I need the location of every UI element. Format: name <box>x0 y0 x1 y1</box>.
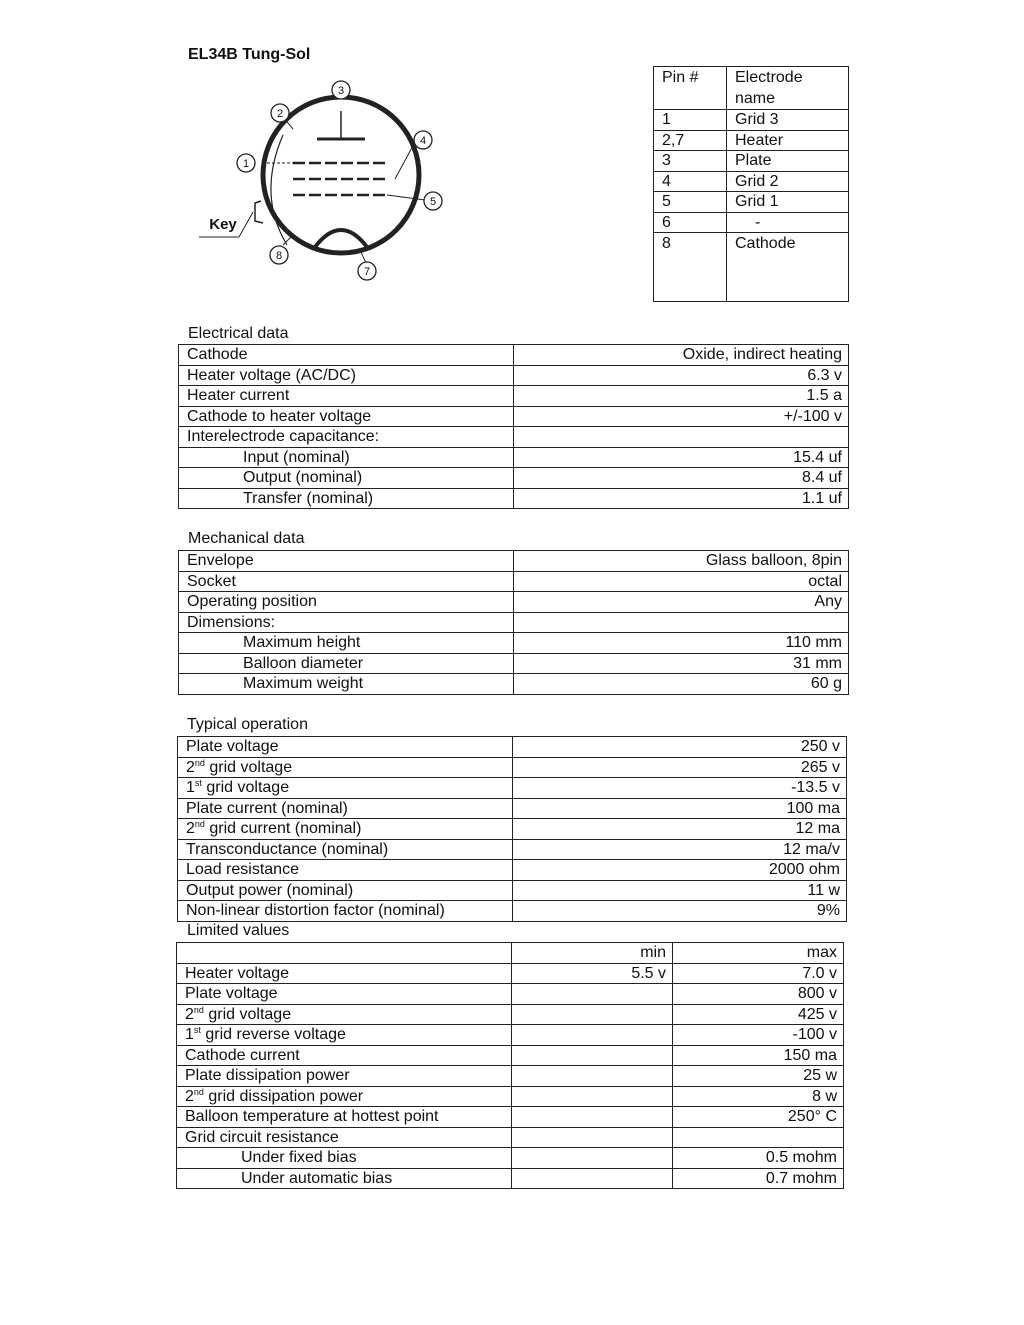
value-cell: -13.5 v <box>513 778 847 799</box>
value-cell: 31 mm <box>514 653 849 674</box>
table-row <box>179 633 849 654</box>
param-cell: 2nd grid current (nominal) <box>178 819 513 840</box>
param-cell: Input (nominal) <box>179 447 514 468</box>
max-cell: 7.0 v <box>673 963 844 984</box>
param-cell: Cathode current <box>177 1045 512 1066</box>
table-row <box>178 778 847 799</box>
table-row <box>179 345 849 366</box>
table-row <box>177 1045 844 1066</box>
pin-number-label: 1 <box>242 158 250 170</box>
max-cell: 250° C <box>673 1107 844 1128</box>
table-row <box>177 1127 844 1148</box>
electrical-table <box>178 344 849 509</box>
electrical-heading: Electrical data <box>188 325 289 342</box>
param-cell: Cathode <box>179 345 514 366</box>
table-row <box>179 571 849 592</box>
param-cell: Output power (nominal) <box>178 880 513 901</box>
param-cell: 1st grid voltage <box>178 778 513 799</box>
table-row <box>179 653 849 674</box>
value-cell: octal <box>514 571 849 592</box>
pin-number-label: 2 <box>276 108 284 120</box>
table-row <box>177 1168 844 1189</box>
value-cell: 1.1 uf <box>514 488 849 509</box>
table-row <box>654 130 849 151</box>
table-row <box>178 819 847 840</box>
pin-number-label: 5 <box>429 196 437 208</box>
table-row <box>177 984 844 1005</box>
table-row <box>177 963 844 984</box>
param-header <box>177 943 512 964</box>
electrode-cell: Heater <box>727 130 849 151</box>
param-cell: Load resistance <box>178 860 513 881</box>
param-cell: Operating position <box>179 592 514 613</box>
value-cell: Any <box>514 592 849 613</box>
max-cell: 425 v <box>673 1004 844 1025</box>
pin-number-label: 7 <box>363 266 371 278</box>
value-cell: 9% <box>513 901 847 922</box>
pin-number-label: 3 <box>337 85 345 97</box>
value-cell: Oxide, indirect heating <box>514 345 849 366</box>
value-cell: 12 ma/v <box>513 839 847 860</box>
table-row <box>177 1066 844 1087</box>
table-row <box>179 674 849 695</box>
param-cell: Plate voltage <box>178 737 513 758</box>
max-header: max <box>673 943 844 964</box>
value-cell <box>514 427 849 448</box>
table-row <box>177 1086 844 1107</box>
pin-cell: 4 <box>654 171 727 192</box>
table-row <box>179 427 849 448</box>
tube-pin-diagram <box>195 75 455 290</box>
value-cell: 6.3 v <box>514 365 849 386</box>
table-row <box>177 1148 844 1169</box>
limited-table <box>176 942 844 1189</box>
min-header: min <box>512 943 673 964</box>
param-cell: Under fixed bias <box>177 1148 512 1169</box>
min-cell <box>512 1086 673 1107</box>
param-cell: Cathode to heater voltage <box>179 406 514 427</box>
table-row <box>179 488 849 509</box>
param-cell: Heater current <box>179 386 514 407</box>
key-label: Key <box>209 216 237 233</box>
electrode-cell: Cathode <box>727 233 849 302</box>
value-cell: 265 v <box>513 757 847 778</box>
param-cell: Under automatic bias <box>177 1168 512 1189</box>
electrode-cell: - <box>727 212 849 233</box>
param-cell: Balloon temperature at hottest point <box>177 1107 512 1128</box>
table-row <box>654 212 849 233</box>
table-row <box>178 839 847 860</box>
param-cell: Balloon diameter <box>179 653 514 674</box>
table-row <box>177 1107 844 1128</box>
param-cell: Plate dissipation power <box>177 1066 512 1087</box>
page-title: EL34B Tung-Sol <box>188 46 311 63</box>
table-row <box>179 612 849 633</box>
table-row <box>654 110 849 131</box>
param-cell: 2nd grid voltage <box>178 757 513 778</box>
min-cell <box>512 1066 673 1087</box>
min-cell <box>512 1168 673 1189</box>
table-row <box>179 447 849 468</box>
table-row <box>654 233 849 302</box>
max-cell: 25 w <box>673 1066 844 1087</box>
min-cell <box>512 1025 673 1046</box>
limited-heading: Limited values <box>187 922 290 939</box>
max-cell: 800 v <box>673 984 844 1005</box>
param-cell: Plate current (nominal) <box>178 798 513 819</box>
param-cell: Heater voltage (AC/DC) <box>179 365 514 386</box>
param-cell: 2nd grid voltage <box>177 1004 512 1025</box>
max-cell: 0.5 mohm <box>673 1148 844 1169</box>
mechanical-table <box>178 550 849 695</box>
electrode-cell: Grid 3 <box>727 110 849 131</box>
param-cell: Maximum weight <box>179 674 514 695</box>
table-row <box>177 1004 844 1025</box>
value-cell: 2000 ohm <box>513 860 847 881</box>
value-cell: 1.5 a <box>514 386 849 407</box>
electrode-cell: Plate <box>727 151 849 172</box>
param-cell: 2nd grid dissipation power <box>177 1086 512 1107</box>
electrode-cell: Grid 1 <box>727 192 849 213</box>
table-row <box>179 592 849 613</box>
param-cell: Grid circuit resistance <box>177 1127 512 1148</box>
max-cell: -100 v <box>673 1025 844 1046</box>
table-row <box>178 757 847 778</box>
pin-table <box>653 66 849 302</box>
value-cell: 8.4 uf <box>514 468 849 489</box>
table-row <box>179 406 849 427</box>
max-cell <box>673 1127 844 1148</box>
table-row <box>654 171 849 192</box>
value-cell: 12 ma <box>513 819 847 840</box>
table-row <box>178 860 847 881</box>
pin-cell: 1 <box>654 110 727 131</box>
min-cell: 5.5 v <box>512 963 673 984</box>
table-row <box>179 468 849 489</box>
pin-number-label: 8 <box>275 250 283 262</box>
value-cell: 250 v <box>513 737 847 758</box>
max-cell: 150 ma <box>673 1045 844 1066</box>
param-cell: Envelope <box>179 551 514 572</box>
param-cell: Socket <box>179 571 514 592</box>
param-cell: Dimensions: <box>179 612 514 633</box>
table-row <box>178 901 847 922</box>
pin-cell: 6 <box>654 212 727 233</box>
table-row <box>177 1025 844 1046</box>
min-cell <box>512 1148 673 1169</box>
value-cell <box>514 612 849 633</box>
value-cell: 15.4 uf <box>514 447 849 468</box>
value-cell: Glass balloon, 8pin <box>514 551 849 572</box>
param-cell: Maximum height <box>179 633 514 654</box>
min-cell <box>512 1004 673 1025</box>
table-header-row <box>177 943 844 964</box>
electrode-cell: Grid 2 <box>727 171 849 192</box>
value-cell: 110 mm <box>514 633 849 654</box>
table-row <box>654 192 849 213</box>
value-cell: +/-100 v <box>514 406 849 427</box>
pin-cell: 3 <box>654 151 727 172</box>
min-cell <box>512 984 673 1005</box>
pin-number-label: 4 <box>419 135 427 147</box>
max-cell: 0.7 mohm <box>673 1168 844 1189</box>
min-cell <box>512 1107 673 1128</box>
pin-cell: 5 <box>654 192 727 213</box>
pin-cell: 8 <box>654 233 727 302</box>
table-row <box>179 386 849 407</box>
mechanical-heading: Mechanical data <box>188 530 305 547</box>
min-cell <box>512 1127 673 1148</box>
param-cell: 1st grid reverse voltage <box>177 1025 512 1046</box>
param-cell: Non-linear distortion factor (nominal) <box>178 901 513 922</box>
value-cell: 11 w <box>513 880 847 901</box>
table-row <box>178 798 847 819</box>
param-cell: Transfer (nominal) <box>179 488 514 509</box>
table-row <box>178 880 847 901</box>
param-cell: Transconductance (nominal) <box>178 839 513 860</box>
typical-table <box>177 736 847 922</box>
param-cell: Heater voltage <box>177 963 512 984</box>
value-cell: 100 ma <box>513 798 847 819</box>
pin-cell: 2,7 <box>654 130 727 151</box>
typical-heading: Typical operation <box>187 716 308 733</box>
table-row <box>179 551 849 572</box>
pin-header: Pin # <box>654 67 727 110</box>
min-cell <box>512 1045 673 1066</box>
param-cell: Output (nominal) <box>179 468 514 489</box>
electrode-header: Electrode name <box>727 67 849 110</box>
table-row <box>654 151 849 172</box>
table-row <box>179 365 849 386</box>
value-cell: 60 g <box>514 674 849 695</box>
param-cell: Interelectrode capacitance: <box>179 427 514 448</box>
max-cell: 8 w <box>673 1086 844 1107</box>
table-row <box>178 737 847 758</box>
param-cell: Plate voltage <box>177 984 512 1005</box>
